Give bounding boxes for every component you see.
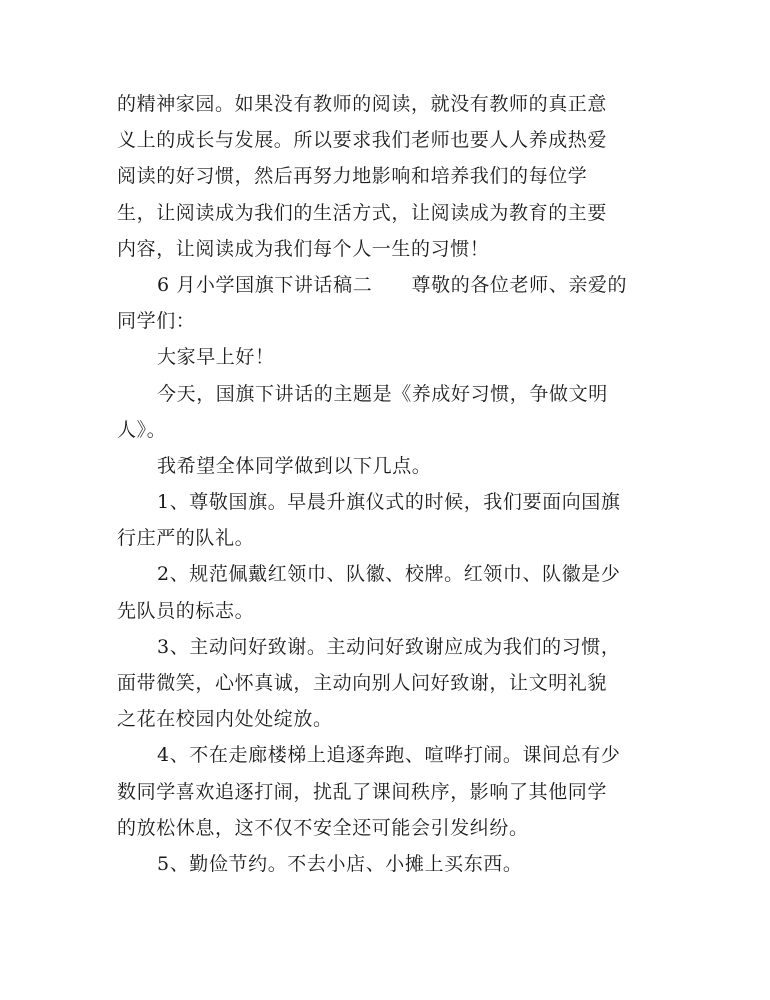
- text-line: 的精神家园。如果没有教师的阅读，就没有教师的真正意: [117, 93, 608, 115]
- text-line: 的放松休息，这不仅不安全还可能会引发纠纷。: [117, 816, 529, 839]
- text-line: 同学们：: [117, 310, 196, 333]
- greeting-line: 大家早上好！: [157, 346, 275, 369]
- text-line: 我希望全体同学做到以下几点。: [157, 454, 432, 477]
- body-text: [117, 86, 657, 882]
- text-line: 之花在校园内处处绽放。: [117, 708, 333, 731]
- text-line: 数同学喜欢追逐打闹，扰乱了课间秩序，影响了其他同学: [117, 780, 608, 803]
- section-heading-line: 6 月小学国旗下讲话稿二 尊敬的各位老师、亲爱的: [157, 273, 628, 296]
- text-line: 义上的成长与发展。所以要求我们老师也要人人养成热爱: [117, 129, 608, 152]
- text-line: 阅读的好习惯，然后再努力地影响和培养我们的每位学: [117, 165, 588, 188]
- text-line: 面带微笑，心怀真诚，主动向别人问好致谢，让文明礼貌: [117, 672, 608, 694]
- text-line: 今天，国旗下讲话的主题是《养成好习惯，争做文明: [157, 382, 608, 405]
- text-line: 生，让阅读成为我们的生活方式，让阅读成为教育的主要: [117, 201, 608, 224]
- text-line: 内容，让阅读成为我们每个人一生的习惯！: [117, 237, 490, 260]
- text-line: 先队员的标志。: [117, 599, 255, 622]
- text-line: 行庄严的队礼。: [117, 527, 255, 550]
- list-item-5: 5、勤俭节约。不去小店、小摊上买东西。: [157, 852, 523, 875]
- list-item-2: 2、规范佩戴红领巾、队徽、校牌。红领巾、队徽是少: [157, 563, 621, 586]
- list-item-1: 1、尊敬国旗。早晨升旗仪式的时候，我们要面向国旗: [157, 491, 621, 514]
- list-item-4: 4、不在走廊楼梯上追逐奔跑、喧哗打闹。课间总有少: [157, 744, 621, 767]
- list-item-3: 3、主动问好致谢。主动问好致谢应成为我们的习惯，: [157, 635, 621, 658]
- text-line: 人》。: [117, 418, 167, 441]
